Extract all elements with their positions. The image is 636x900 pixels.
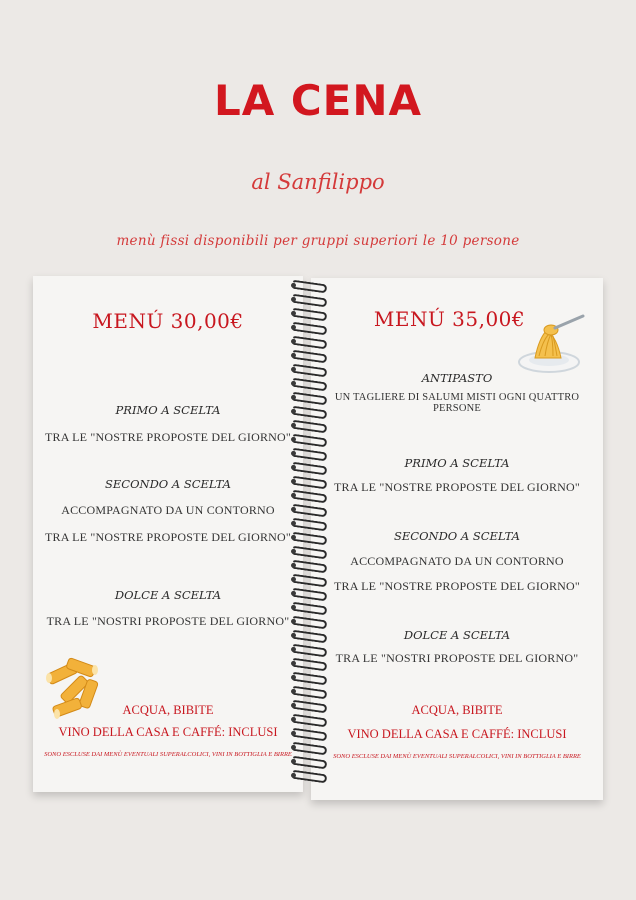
- spiral-ring: [291, 742, 328, 756]
- left-dolce-text: TRA LE "NOSTRI PROPOSTE DEL GIORNO": [46, 614, 290, 628]
- right-drinks-line1: ACQUA, BIBITE: [411, 703, 503, 717]
- left-menu-title: MENÚ 30,00€: [92, 309, 244, 333]
- right-drinks-line2: VINO DELLA CASA E CAFFÉ: INCLUSI: [347, 727, 567, 741]
- restaurant-subtitle: al Sanfilippo: [251, 170, 385, 194]
- spiral-ring: [291, 462, 328, 476]
- spiral-ring: [291, 434, 328, 448]
- spiral-ring: [291, 686, 328, 700]
- spiral-ring: [291, 448, 328, 462]
- spiral-ring: [291, 420, 328, 434]
- spiral-ring: [291, 756, 328, 770]
- spiral-ring: [291, 700, 328, 714]
- right-page: [311, 278, 603, 800]
- spiral-ring: [291, 392, 328, 406]
- spiral-ring: [291, 322, 328, 336]
- spiral-ring: [291, 364, 328, 378]
- right-primo-label: PRIMO A SCELTA: [404, 456, 510, 470]
- left-secondo-text1: ACCOMPAGNATO DA UN CONTORNO: [61, 503, 275, 517]
- right-dolce-label: DOLCE A SCELTA: [403, 628, 511, 642]
- left-primo-text: TRA LE "NOSTRE PROPOSTE DEL GIORNO": [44, 430, 292, 444]
- spiral-ring: [291, 616, 328, 630]
- spiral-ring: [291, 476, 328, 490]
- spiral-ring: [291, 336, 328, 350]
- spiral-ring: [291, 546, 328, 560]
- spiral-ring: [291, 518, 328, 532]
- spiral-ring: [291, 378, 328, 392]
- spiral-ring: [291, 308, 328, 322]
- spiral-ring: [291, 588, 328, 602]
- spiral-ring: [291, 630, 328, 644]
- left-page: [33, 276, 303, 792]
- left-drinks-line2: VINO DELLA CASA E CAFFÉ: INCLUSI: [58, 725, 278, 739]
- spiral-ring: [291, 672, 328, 686]
- left-exclusion-note: SONO ESCLUSE DAI MENÙ EVENTUALI SUPERALCOLICI, VINI IN BOTTIGLIA E BIRRE: [44, 751, 292, 758]
- spiral-ring: [291, 770, 328, 784]
- left-secondo-label: SECONDO A SCELTA: [105, 477, 231, 491]
- spiral-ring: [291, 560, 328, 574]
- right-secondo-text2: TRA LE "NOSTRE PROPOSTE DEL GIORNO": [333, 579, 581, 593]
- spiral-ring: [291, 658, 328, 672]
- spiral-ring: [291, 350, 328, 364]
- right-primo-text: TRA LE "NOSTRE PROPOSTE DEL GIORNO": [333, 480, 581, 494]
- right-secondo-label: SECONDO A SCELTA: [394, 529, 520, 543]
- spaghetti-plate-icon: [517, 308, 591, 378]
- spiral-ring: [291, 406, 328, 420]
- right-secondo-text1: ACCOMPAGNATO DA UN CONTORNO: [350, 554, 564, 568]
- spiral-ring: [291, 574, 328, 588]
- right-antipasto-label: ANTIPASTO: [421, 371, 493, 385]
- spiral-ring: [291, 490, 328, 504]
- right-dolce-text: TRA LE "NOSTRI PROPOSTE DEL GIORNO": [335, 651, 579, 665]
- right-antipasto-text: UN TAGLIERE DI SALUMI MISTI OGNI QUATTRO PERSONE: [334, 392, 580, 414]
- spiral-ring: [291, 714, 328, 728]
- spiral-ring: [291, 504, 328, 518]
- spiral-ring: [291, 602, 328, 616]
- restaurant-title: LA CENA: [213, 76, 423, 125]
- spiral-ring: [291, 294, 328, 308]
- spiral-ring: [291, 532, 328, 546]
- left-secondo-text2: TRA LE "NOSTRE PROPOSTE DEL GIORNO": [44, 530, 292, 544]
- left-primo-label: PRIMO A SCELTA: [115, 403, 221, 417]
- spiral-ring: [291, 728, 328, 742]
- menu-tagline: menù fissi disponibili per gruppi superiori le 10 persone: [116, 233, 520, 249]
- right-menu-title: MENÚ 35,00€: [373, 307, 526, 331]
- spiral-ring: [291, 644, 328, 658]
- left-dolce-label: DOLCE A SCELTA: [114, 588, 222, 602]
- right-exclusion-note: SONO ESCLUSE DAI MENÙ EVENTUALI SUPERALCOLICI, VINI IN BOTTIGLIA E BIRRE: [333, 753, 581, 760]
- notebook: [33, 276, 603, 796]
- left-drinks-line1: ACQUA, BIBITE: [122, 703, 214, 717]
- spiral-binding: [291, 276, 331, 792]
- spiral-ring: [291, 280, 328, 294]
